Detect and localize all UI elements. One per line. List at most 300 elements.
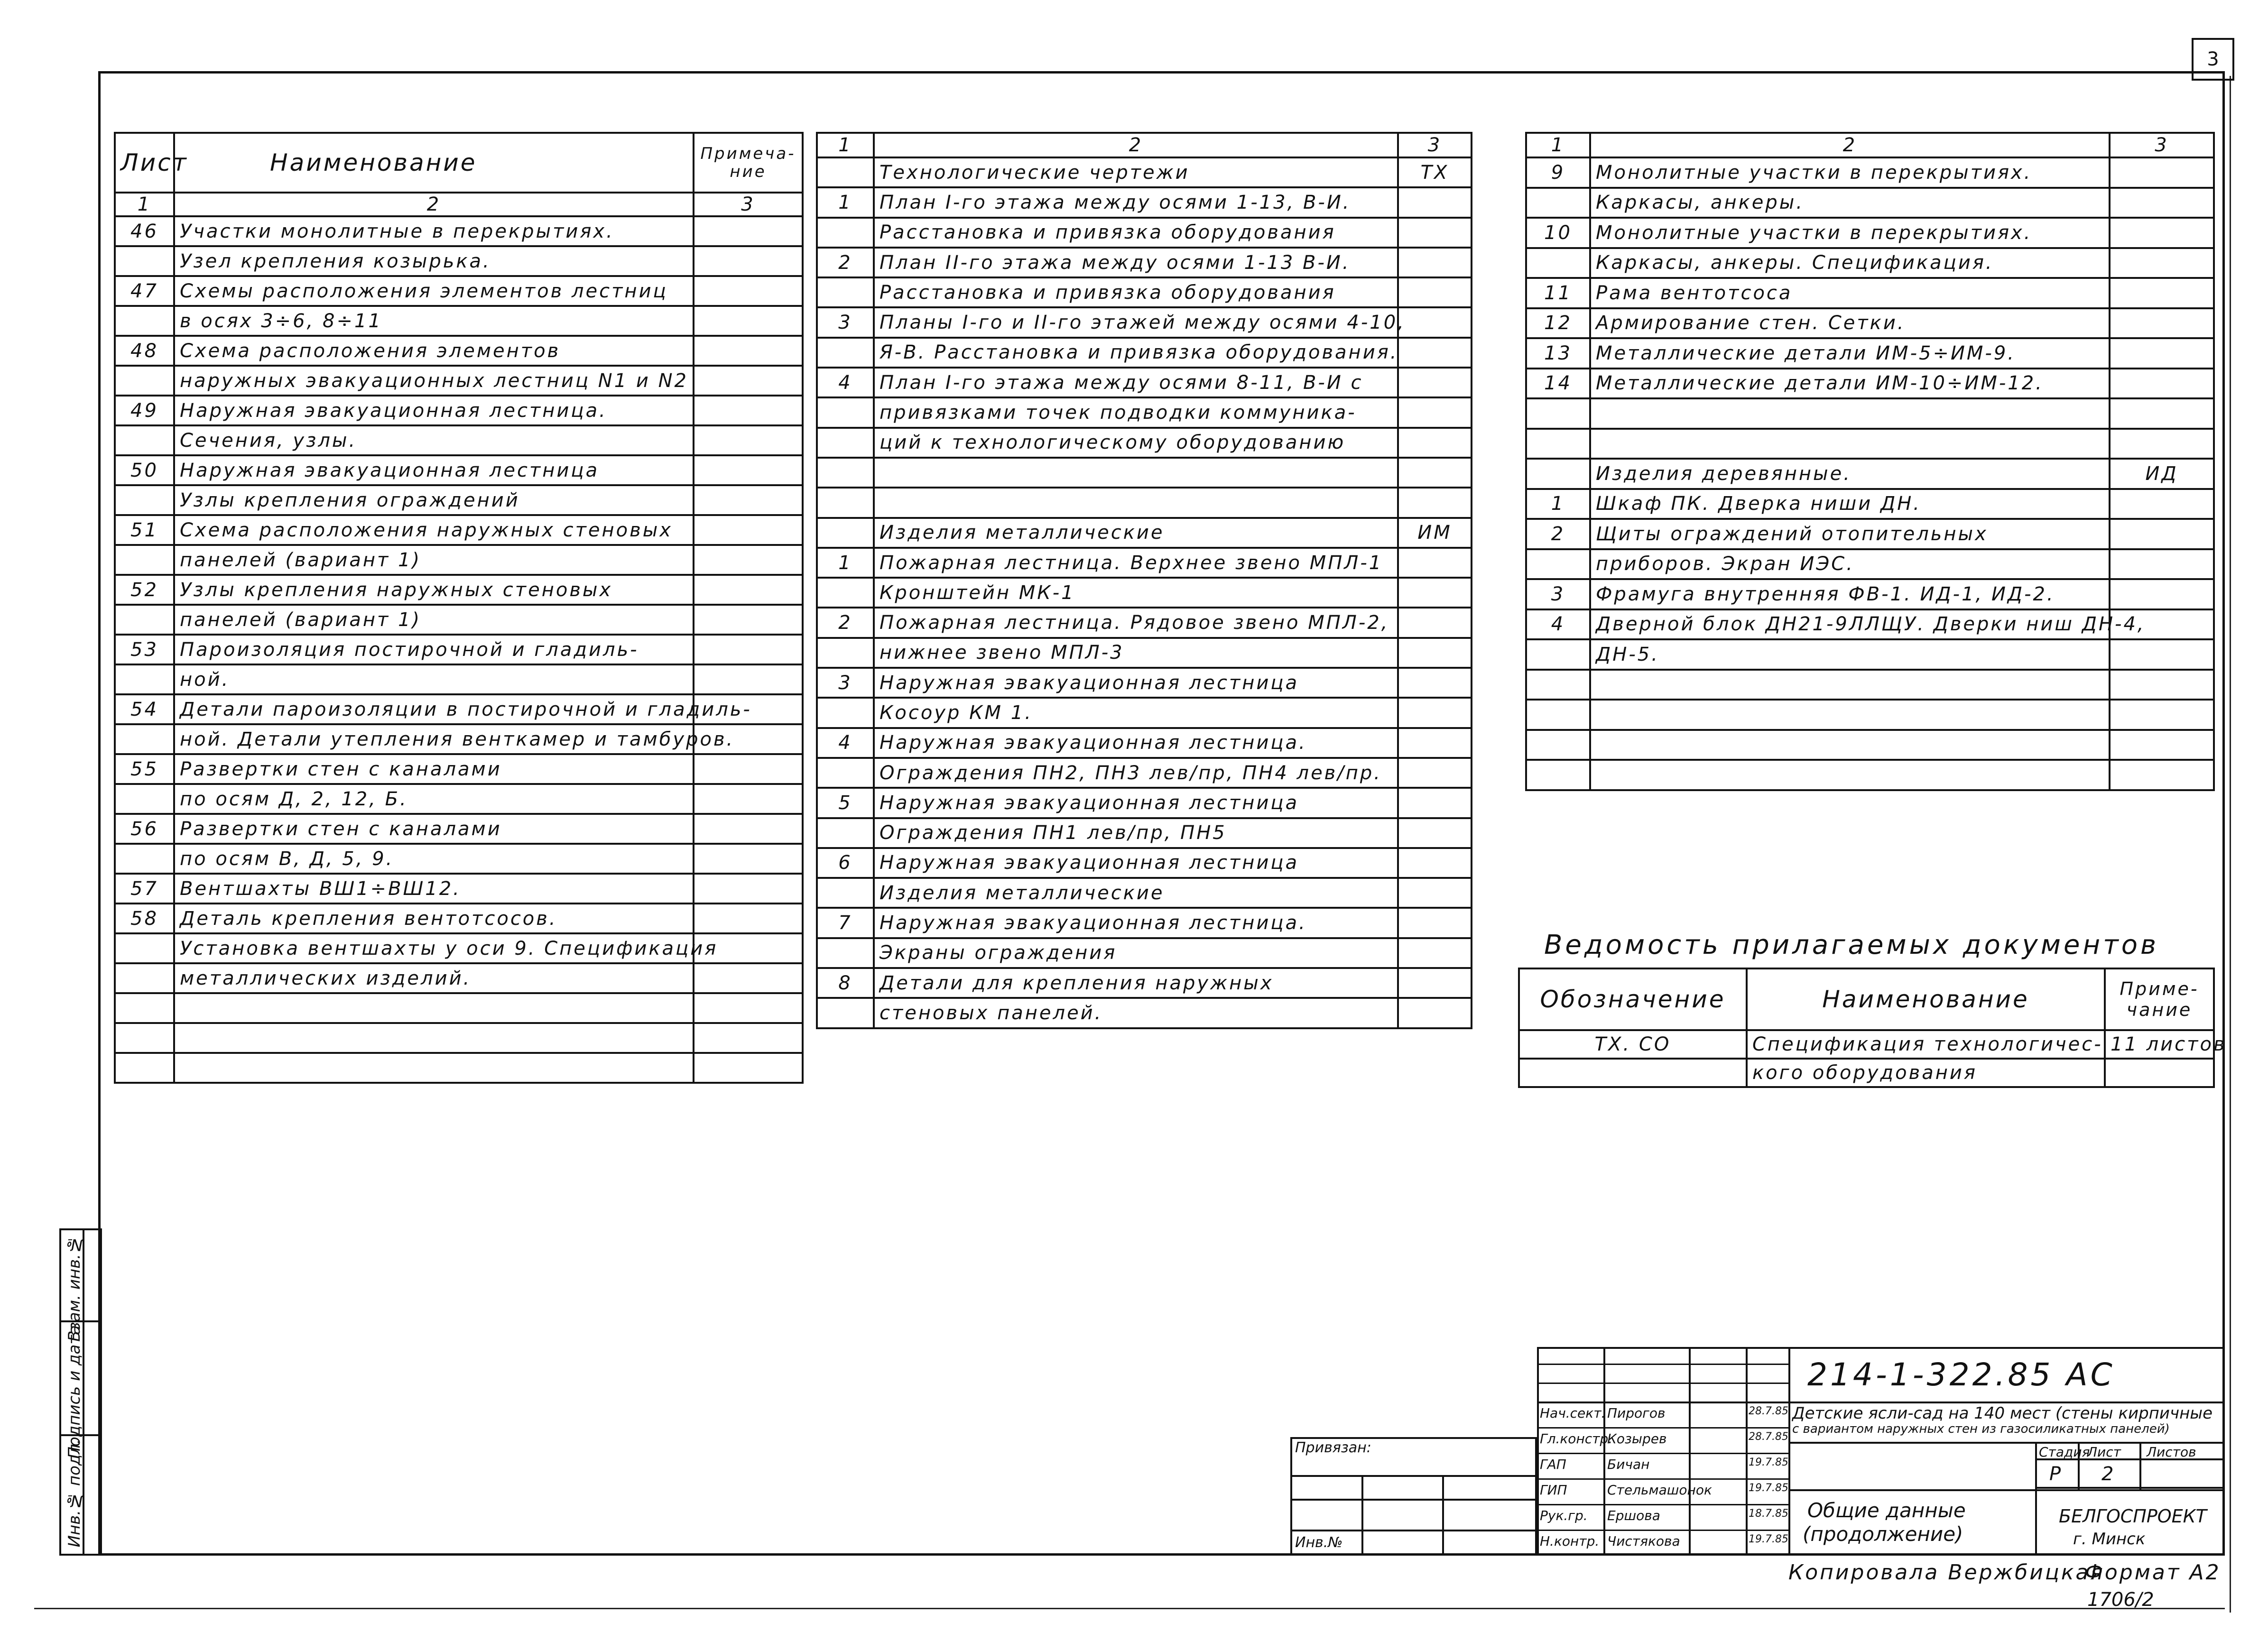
row-number: 13 xyxy=(1526,338,1590,369)
stamp-role: Рук.гр. xyxy=(1540,1508,1588,1523)
attached-documents-title: Ведомость прилагаемых документов xyxy=(1544,930,2159,960)
row-note xyxy=(1398,458,1472,488)
row-note xyxy=(1398,758,1472,788)
row-name: Схема расположения элементов xyxy=(174,336,694,366)
row-note xyxy=(2110,639,2214,670)
table-row xyxy=(115,545,803,575)
row-number: 48 xyxy=(115,336,174,366)
row-note xyxy=(1398,307,1472,337)
row-name: Наружная эвакуационная лестница xyxy=(174,455,694,485)
table-row xyxy=(817,878,1472,908)
table-row xyxy=(115,216,803,246)
row-name: Расстановка и привязка оборудования xyxy=(874,218,1398,248)
row-number xyxy=(1526,429,1590,459)
row-name: План II-го этажа между осями 1-13 В-И. xyxy=(874,248,1398,277)
header-note: Примеча-ние xyxy=(694,133,803,193)
row-note xyxy=(694,1053,803,1083)
stage-value: Р xyxy=(2049,1463,2061,1485)
table-row xyxy=(817,218,1472,248)
row-name xyxy=(174,993,694,1023)
row-note xyxy=(1398,248,1472,277)
row-number: 2 xyxy=(817,608,874,637)
table-row xyxy=(115,635,803,664)
row-name xyxy=(874,488,1398,517)
row-number: 52 xyxy=(115,575,174,605)
row-name xyxy=(1590,398,2110,429)
column-number: 3 xyxy=(2110,133,2214,157)
table-row xyxy=(817,157,1472,187)
row-note xyxy=(2110,369,2214,399)
row-note xyxy=(2110,579,2214,609)
row-number xyxy=(817,218,874,248)
stamp-name: Пирогов xyxy=(1607,1405,1666,1421)
row-note xyxy=(1398,668,1472,698)
row-number xyxy=(817,998,874,1028)
row-name: ций к технологическому оборудованию xyxy=(874,428,1398,458)
table-row xyxy=(115,306,803,336)
table-row xyxy=(115,246,803,276)
stamp-role: Н.контр. xyxy=(1540,1533,1600,1549)
row-name: Кронштейн МК-1 xyxy=(874,578,1398,608)
row-name: Дверной блок ДН21-9ЛЛЩУ. Дверки ниш ДН-4, xyxy=(1590,609,2110,640)
row-name: Технологические чертежи xyxy=(874,157,1398,187)
row-name: Наружная эвакуационная лестница xyxy=(874,788,1398,818)
row-note xyxy=(694,246,803,276)
table-row xyxy=(817,428,1472,458)
row-name: Узлы крепления наружных стеновых xyxy=(174,575,694,605)
row-name: Наружная эвакуационная лестница. xyxy=(874,728,1398,758)
column-number: 3 xyxy=(1398,133,1472,157)
row-number xyxy=(1526,700,1590,730)
row-note xyxy=(1398,187,1472,217)
row-note xyxy=(694,664,803,694)
row-number: 46 xyxy=(115,216,174,246)
row-name: Наружная эвакуационная лестница. xyxy=(174,396,694,425)
row-number: 5 xyxy=(817,788,874,818)
row-note xyxy=(2110,730,2214,760)
sheet-label: Лист xyxy=(2087,1444,2121,1460)
project-name-2: с вариантом наружных стен из газосиликатных панелей) xyxy=(1792,1422,2170,1436)
row-note xyxy=(1398,277,1472,307)
row-note xyxy=(1398,788,1472,818)
row-name: Рама вентотсоса xyxy=(1590,278,2110,308)
table-row xyxy=(1526,730,2214,760)
table-row xyxy=(1526,308,2214,339)
table-row xyxy=(115,366,803,396)
row-number xyxy=(817,938,874,968)
row-number: 58 xyxy=(115,904,174,933)
row-name: Монолитные участки в перекрытиях. xyxy=(1590,218,2110,248)
row-note xyxy=(694,306,803,336)
row-number xyxy=(115,664,174,694)
row-number: 49 xyxy=(115,396,174,425)
row-name: Планы I-го и II-го этажей между осями 4-10, xyxy=(874,307,1398,337)
table-row xyxy=(817,548,1472,578)
row-name: Расстановка и привязка оборудования xyxy=(874,277,1398,307)
row-note xyxy=(694,216,803,246)
row-number: 10 xyxy=(1526,218,1590,248)
row-name xyxy=(1590,730,2110,760)
row-name: Каркасы, анкеры. xyxy=(1590,188,2110,218)
row-note xyxy=(1398,428,1472,458)
table-row xyxy=(1526,369,2214,399)
row-note xyxy=(1398,818,1472,848)
row-note xyxy=(2110,489,2214,519)
row-number xyxy=(817,338,874,368)
table-row xyxy=(1526,670,2214,700)
row-number: 9 xyxy=(1526,157,1590,188)
column-number: 2 xyxy=(174,193,694,216)
row-note xyxy=(1398,608,1472,637)
row-number xyxy=(817,578,874,608)
document-title: Общие данные xyxy=(1807,1499,1966,1522)
table-row xyxy=(817,458,1472,488)
row-note xyxy=(694,1023,803,1053)
row-name: Пожарная лестница. Рядовое звено МПЛ-2, xyxy=(874,608,1398,637)
row-number xyxy=(817,638,874,668)
row-note xyxy=(1398,638,1472,668)
row-name: Металлические детали ИМ-10÷ИМ-12. xyxy=(1590,369,2110,399)
stage-label: Стадия xyxy=(2039,1444,2090,1460)
table-row xyxy=(1519,1059,2214,1087)
row-number: 1 xyxy=(1526,489,1590,519)
row-number xyxy=(817,397,874,427)
row-name: Наружная эвакуационная лестница. xyxy=(874,908,1398,938)
stamp-date: 28.7.85 xyxy=(1749,1405,1788,1417)
row-note: ИД xyxy=(2110,459,2214,489)
row-number xyxy=(115,963,174,993)
row-name: Участки монолитные в перекрытиях. xyxy=(174,216,694,246)
outer-border-bottom xyxy=(34,1608,2225,1609)
row-name: Экраны ограждения xyxy=(874,938,1398,968)
table-row xyxy=(817,277,1472,307)
table-row xyxy=(115,396,803,425)
table-row xyxy=(817,578,1472,608)
column-number: 3 xyxy=(694,193,803,216)
row-number xyxy=(115,1023,174,1053)
table-row xyxy=(1526,459,2214,489)
row-note xyxy=(694,754,803,784)
stamp-name: Козырев xyxy=(1607,1431,1667,1447)
row-note xyxy=(694,784,803,814)
row-note xyxy=(694,515,803,545)
row-number xyxy=(115,1053,174,1083)
sheet-list-table-2 xyxy=(816,132,1472,1029)
table-row xyxy=(115,963,803,993)
stamp-role: ГИП xyxy=(1540,1482,1567,1498)
sheets-label: Листов xyxy=(2147,1444,2196,1460)
sidebar-label-replacement: Взам. инв.№ xyxy=(65,1235,84,1342)
row-name: Каркасы, анкеры. Спецификация. xyxy=(1590,248,2110,278)
row-name xyxy=(174,1053,694,1083)
row-note xyxy=(2110,218,2214,248)
table-row xyxy=(817,668,1472,698)
table-row xyxy=(1526,278,2214,308)
row-note xyxy=(694,455,803,485)
row-name: кого оборудования xyxy=(1747,1059,2105,1087)
column-number: 1 xyxy=(817,133,874,157)
row-number: ТХ. СО xyxy=(1519,1030,1747,1059)
row-number xyxy=(115,425,174,455)
row-name: Ограждения ПН2, ПН3 лев/пр, ПН4 лев/пр. xyxy=(874,758,1398,788)
row-number: 54 xyxy=(115,694,174,724)
row-note xyxy=(694,904,803,933)
table-row xyxy=(817,998,1472,1028)
row-name: Изделия металлические xyxy=(874,518,1398,548)
row-name: Шкаф ПК. Дверка ниши ДН. xyxy=(1590,489,2110,519)
table-row xyxy=(817,788,1472,818)
row-name xyxy=(1590,760,2110,790)
table-row xyxy=(115,933,803,963)
table-row xyxy=(115,336,803,366)
row-name: по осям Д, 2, 12, Б. xyxy=(174,784,694,814)
outer-border-right xyxy=(2230,76,2231,1613)
row-name xyxy=(1590,700,2110,730)
row-note xyxy=(1398,998,1472,1028)
row-note: ТХ xyxy=(1398,157,1472,187)
row-number: 55 xyxy=(115,754,174,784)
table-row xyxy=(817,307,1472,337)
table-row xyxy=(115,276,803,306)
row-number xyxy=(817,428,874,458)
left-side-stamp xyxy=(59,1228,102,1556)
row-number xyxy=(115,933,174,963)
table-row xyxy=(1526,338,2214,369)
row-name: Узлы крепления ограждений xyxy=(174,485,694,515)
table-row xyxy=(115,844,803,874)
row-note xyxy=(2110,700,2214,730)
row-note xyxy=(1398,938,1472,968)
header-designation: Обозначение xyxy=(1519,968,1747,1030)
row-note xyxy=(694,814,803,844)
header-name: Наименование xyxy=(1747,968,2105,1030)
row-note xyxy=(694,276,803,306)
row-name: Фрамуга внутренняя ФВ-1. ИД-1, ИД-2. xyxy=(1590,579,2110,609)
row-note xyxy=(2110,670,2214,700)
table-row xyxy=(115,724,803,754)
row-note: 11 листов xyxy=(2105,1030,2214,1059)
table-row xyxy=(1526,760,2214,790)
row-name: Ограждения ПН1 лев/пр, ПН5 xyxy=(874,818,1398,848)
table-row xyxy=(115,694,803,724)
row-number xyxy=(817,458,874,488)
archive-number: 1706/2 xyxy=(2087,1589,2154,1611)
row-name: Косоур КМ 1. xyxy=(874,698,1398,728)
row-name: Пароизоляция постирочной и гладиль- xyxy=(174,635,694,664)
row-number: 4 xyxy=(1526,609,1590,640)
row-name: ной. xyxy=(174,664,694,694)
sidebar-label-original: Инв.№ подл. xyxy=(65,1439,84,1548)
table-row xyxy=(817,728,1472,758)
row-number xyxy=(1526,248,1590,278)
row-number xyxy=(1526,639,1590,670)
row-number: 51 xyxy=(115,515,174,545)
row-note xyxy=(1398,908,1472,938)
row-note xyxy=(2110,157,2214,188)
row-name: Монолитные участки в перекрытиях. xyxy=(1590,157,2110,188)
row-note xyxy=(1398,338,1472,368)
row-note xyxy=(694,874,803,904)
table-row xyxy=(1526,549,2214,580)
table-row xyxy=(1526,188,2214,218)
table-row xyxy=(817,758,1472,788)
row-note xyxy=(694,605,803,635)
row-number xyxy=(817,157,874,187)
row-note xyxy=(2110,549,2214,580)
row-number xyxy=(817,518,874,548)
row-note xyxy=(2110,248,2214,278)
stamp-name: Ершова xyxy=(1607,1508,1660,1523)
row-name xyxy=(174,1023,694,1053)
row-number: 1 xyxy=(817,187,874,217)
row-note xyxy=(1398,397,1472,427)
row-number: 7 xyxy=(817,908,874,938)
row-name: Наружная эвакуационная лестница xyxy=(874,668,1398,698)
row-number: 57 xyxy=(115,874,174,904)
row-number xyxy=(115,784,174,814)
table-row xyxy=(1526,489,2214,519)
row-name: Вентшахты ВШ1÷ВШ12. xyxy=(174,874,694,904)
row-name: Деталь крепления вентотсосов. xyxy=(174,904,694,933)
row-name xyxy=(1590,670,2110,700)
row-note xyxy=(694,635,803,664)
row-note xyxy=(2110,519,2214,549)
row-name: металлических изделий. xyxy=(174,963,694,993)
row-number: 12 xyxy=(1526,308,1590,339)
row-note xyxy=(2110,760,2214,790)
table-row xyxy=(115,754,803,784)
row-name: Изделия деревянные. xyxy=(1590,459,2110,489)
table-row xyxy=(817,187,1472,217)
page-number: 3 xyxy=(2192,38,2234,81)
table-row xyxy=(1526,398,2214,429)
copied-by: Копировала Вержбицкая xyxy=(1788,1560,2105,1585)
table-row xyxy=(817,397,1472,427)
row-note: ИМ xyxy=(1398,518,1472,548)
table-row xyxy=(817,488,1472,517)
table-row xyxy=(817,818,1472,848)
organization: БЕЛГОСПРОЕКТ xyxy=(2059,1506,2207,1527)
table-row xyxy=(1526,157,2214,188)
table-row xyxy=(115,485,803,515)
column-number: 1 xyxy=(115,193,174,216)
binding-label: Привязан: xyxy=(1295,1439,1371,1456)
row-name xyxy=(874,458,1398,488)
row-number: 47 xyxy=(115,276,174,306)
row-note xyxy=(694,963,803,993)
row-note xyxy=(694,396,803,425)
row-number xyxy=(115,366,174,396)
row-number xyxy=(1526,398,1590,429)
row-number xyxy=(1526,549,1590,580)
row-number xyxy=(1526,730,1590,760)
row-name: привязками точек подводки коммуника- xyxy=(874,397,1398,427)
row-note xyxy=(1398,878,1472,908)
table-row xyxy=(115,1053,803,1083)
row-note xyxy=(1398,968,1472,998)
row-note xyxy=(1398,578,1472,608)
row-note xyxy=(1398,728,1472,758)
row-note xyxy=(1398,488,1472,517)
stamp-name: Стельмашонок xyxy=(1607,1482,1712,1498)
row-note xyxy=(2110,278,2214,308)
row-name: Детали пароизоляции в постирочной и гладиль- xyxy=(174,694,694,724)
row-note xyxy=(2110,338,2214,369)
row-number xyxy=(817,488,874,517)
row-note xyxy=(694,545,803,575)
table-row xyxy=(115,425,803,455)
stamp-role: Нач.сект. xyxy=(1540,1405,1606,1421)
paper-format: Формат А2 xyxy=(2085,1560,2221,1585)
row-name: Я-В. Расстановка и привязка оборудования. xyxy=(874,338,1398,368)
row-number xyxy=(817,758,874,788)
row-number: 8 xyxy=(817,968,874,998)
table-row xyxy=(817,908,1472,938)
table-row xyxy=(115,455,803,485)
row-note xyxy=(694,844,803,874)
document-title-continued: (продолжение) xyxy=(1803,1522,1963,1546)
column-number: 1 xyxy=(1526,133,1590,157)
row-name: Узел крепления козырька. xyxy=(174,246,694,276)
row-name: приборов. Экран ИЭС. xyxy=(1590,549,2110,580)
table-row xyxy=(817,368,1472,397)
row-number xyxy=(115,724,174,754)
row-number: 6 xyxy=(817,848,874,878)
row-name: стеновых панелей. xyxy=(874,998,1398,1028)
column-number: 2 xyxy=(1590,133,2110,157)
row-number: 3 xyxy=(817,668,874,698)
table-row xyxy=(817,848,1472,878)
table-row xyxy=(115,993,803,1023)
row-name: Наружная эвакуационная лестница xyxy=(874,848,1398,878)
table-row xyxy=(115,784,803,814)
row-note xyxy=(694,993,803,1023)
table-row xyxy=(1526,700,2214,730)
table-row xyxy=(115,904,803,933)
table-row xyxy=(817,248,1472,277)
table-row xyxy=(115,664,803,694)
row-note xyxy=(2105,1059,2214,1087)
project-name: Детские ясли-сад на 140 мест (стены кирпичные xyxy=(1792,1404,2213,1423)
table-row xyxy=(115,575,803,605)
row-name: Схемы расположения элементов лестниц xyxy=(174,276,694,306)
table-row xyxy=(115,1023,803,1053)
header-sheet: Лист xyxy=(115,133,174,193)
inventory-label: Инв.№ xyxy=(1295,1534,1343,1551)
row-number xyxy=(1526,459,1590,489)
row-number xyxy=(115,545,174,575)
table-row xyxy=(115,874,803,904)
row-note xyxy=(694,366,803,396)
row-number xyxy=(115,485,174,515)
row-name: по осям В, Д, 5, 9. xyxy=(174,844,694,874)
row-number xyxy=(115,605,174,635)
stamp-name: Чистякова xyxy=(1607,1533,1680,1549)
row-number xyxy=(1526,670,1590,700)
row-note xyxy=(1398,698,1472,728)
table-row xyxy=(1526,248,2214,278)
organization-city: г. Минск xyxy=(2073,1530,2146,1549)
row-note xyxy=(694,336,803,366)
stamp-role: ГАП xyxy=(1540,1457,1566,1472)
table-row xyxy=(1526,639,2214,670)
row-name: Развертки стен с каналами xyxy=(174,814,694,844)
table-row xyxy=(817,968,1472,998)
table-row xyxy=(817,338,1472,368)
row-name: Схема расположения наружных стеновых xyxy=(174,515,694,545)
row-note xyxy=(1398,548,1472,578)
table-row xyxy=(817,518,1472,548)
